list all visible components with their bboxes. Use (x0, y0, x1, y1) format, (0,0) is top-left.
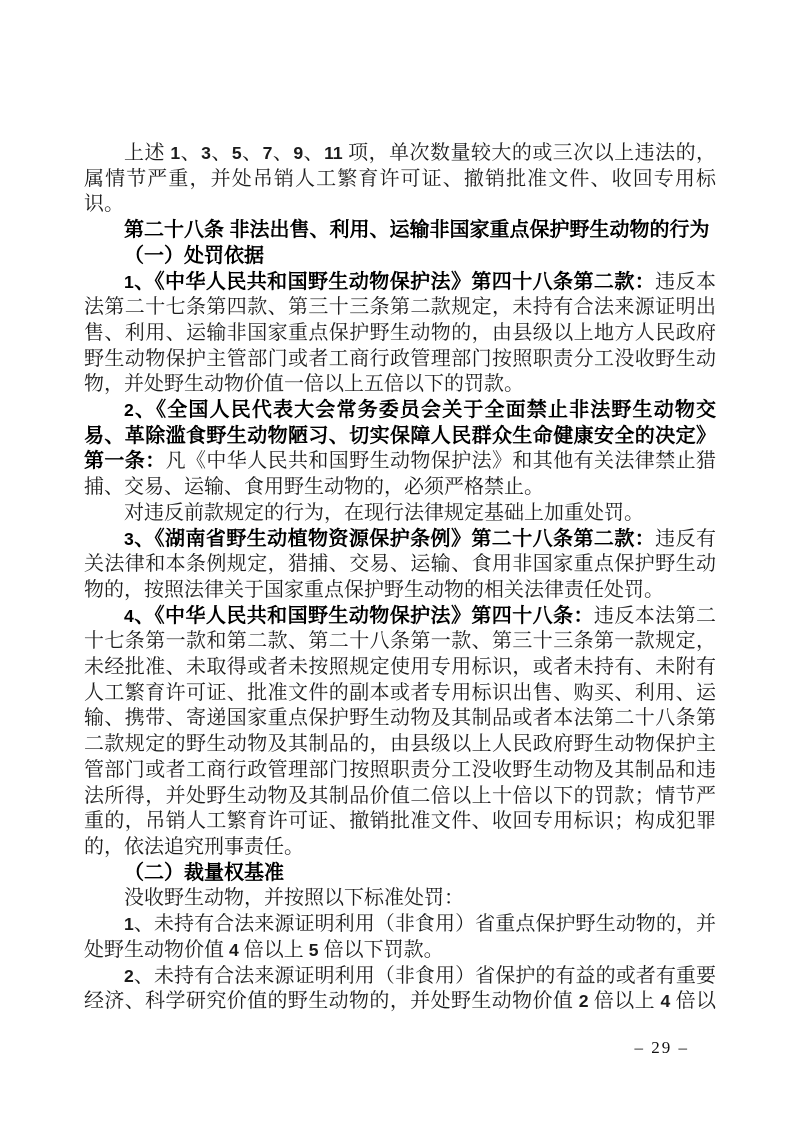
document-body (84, 141, 716, 1015)
body-paragraph (84, 886, 716, 912)
numeral: 3 (124, 528, 134, 549)
numeral: 9 (293, 143, 304, 163)
page-number: – 29 – (634, 1038, 689, 1057)
numeral: 1 (124, 914, 134, 935)
text-run: 1、未持有合法来源证明利用（非食用）省重点保护野生动物的，并处野生动物价值 4 倍以上 5 倍以下罚款。 (84, 913, 716, 961)
text-run: 上述 1、3、5、7、9、11 项，单次数量较大的或三次以上违法的，属情节严重，并处吊销人工繁育许可证、撤销批准文件、收回专用标识。 (84, 142, 717, 216)
body-paragraph (84, 912, 716, 963)
text-run: 凡《中华人民共和国野生动物保护法》和其他有关法律禁止猎捕、交易、运输、食用野生动物的，必须严格禁止。 (84, 450, 717, 499)
numeral: 1 (124, 271, 134, 292)
text-run: 违反有关法律和本条例规定，猎捕、交易、运输、食用非国家重点保护野生动物的，按照法律关于国家重点保护野生动物的相关法律责任处罚。 (84, 527, 717, 601)
numeral: 4 (660, 991, 671, 1012)
heading-paragraph (84, 218, 716, 244)
heading-paragraph (84, 861, 716, 887)
body-paragraph (84, 270, 716, 399)
bold-text-run: 第二十八条 非法出售、利用、运输非国家重点保护野生动物的行为 (124, 219, 710, 242)
text-run: 违反本法第二十七条第四款、第三十三条第二款规定，未持有合法来源证明出售、利用、运输非国家重点保护野生动物的，由县级以上地方人民政府野生动物保护主管部门或者工商行政管理部门按照职责分工没收野生动物，并处野生动物价值一倍以上五倍以下的罚款。 (84, 270, 717, 396)
body-paragraph (84, 501, 716, 527)
text-run: 2、未持有合法来源证明利用（非食用）省保护的有益的或者有重要经济、科学研究价值的野生动物的，并处野生动物价值 2 倍以上 4 倍以 (84, 964, 717, 1013)
bold-text-run: （一）处罚依据 (124, 244, 264, 267)
numeral: 5 (231, 143, 242, 163)
bold-text-run: 2、《全国人民代表大会常务委员会关于全面禁止非法野生动物交易、革除滥食野生动物陋习、切实保障人民群众生命健康安全的决定》第一条： (84, 399, 716, 473)
numeral: 5 (308, 939, 319, 960)
numeral: 11 (324, 143, 343, 163)
body-paragraph (84, 604, 716, 861)
body-paragraph (84, 964, 716, 1015)
text-run: 对违反前款规定的行为，在现行法律规定基础上加重处罚。 (124, 501, 644, 524)
body-paragraph (84, 398, 716, 501)
numeral: 4 (124, 605, 134, 626)
bold-text-run: 3、《湖南省野生动植物资源保护条例》第二十八条第二款： (124, 527, 656, 550)
body-paragraph (84, 141, 716, 218)
numeral: 1 (170, 143, 181, 163)
heading-paragraph (84, 244, 716, 270)
numeral: 2 (124, 400, 134, 421)
numeral: 4 (229, 939, 239, 960)
numeral: 7 (262, 143, 273, 163)
body-paragraph (84, 527, 716, 604)
bold-text-run: 1、《中华人民共和国野生动物保护法》第四十八条第二款： (124, 270, 656, 293)
text-run: 没收野生动物，并按照以下标准处罚： (124, 887, 464, 910)
numeral: 2 (578, 991, 589, 1012)
numeral: 3 (201, 143, 211, 163)
numeral: 2 (124, 965, 134, 986)
bold-text-run: 4、《中华人民共和国野生动物保护法》第四十八条： (124, 604, 594, 627)
bold-text-run: （二）裁量权基准 (124, 861, 284, 884)
text-run: 违反本法第二十七条第一款和第二款、第二十八条第一款、第三十三条第一款规定，未经批准、未取得或者未按照规定使用专用标识，或者未持有、未附有人工繁育许可证、批准文件的副本或者专用标识出售、购买、利用、运输、携带、寄递国家重点保护野生动物及其制品或者本法第二十八条第二款规定的野生动物及其制品的，由县级以上人民政府野生动物保护主管部门或者工商行政管理部门按照职责分工没收野生动物及其制品和违法所得，并处野生动物及其制品价值二倍以上十倍以下的罚款；情节严重的，吊销人工繁育许可证、撤销批准文件、收回专用标识；构成犯罪的，依法追究刑事责任。 (84, 604, 717, 858)
